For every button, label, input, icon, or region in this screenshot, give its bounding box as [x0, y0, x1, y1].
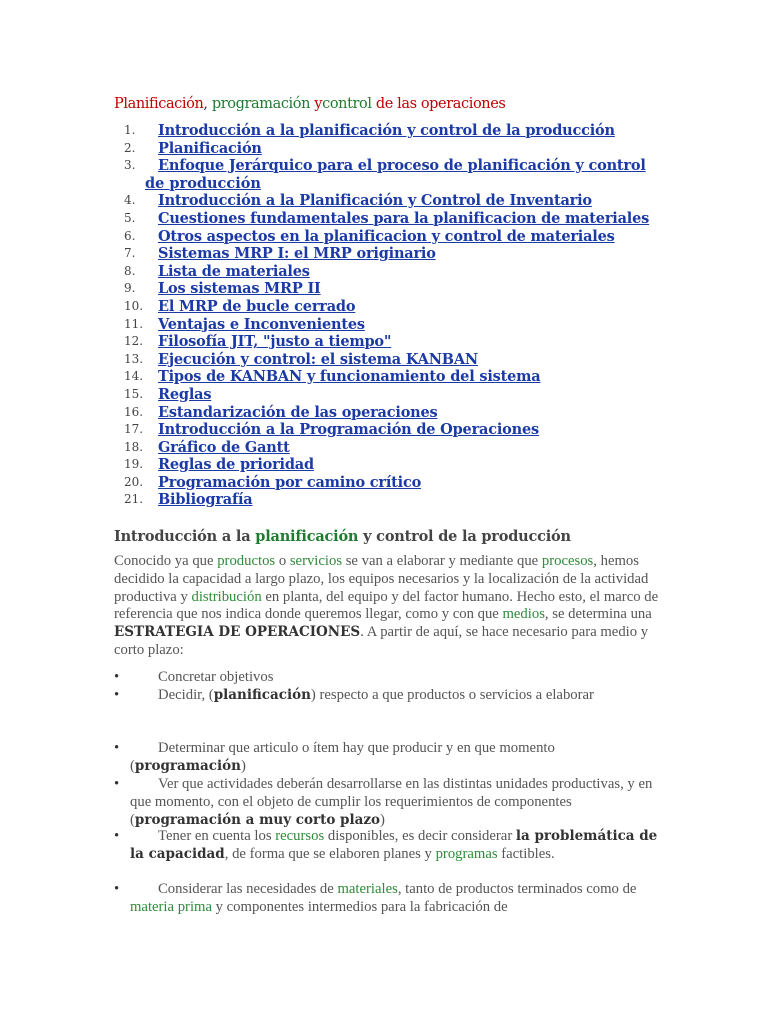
toc-number: 20. — [124, 474, 144, 489]
bullet-marker: • — [114, 740, 120, 756]
bullet-text: ) — [380, 811, 385, 828]
bullet-text: Determinar que articulo o ítem hay que producir y en que momento ( — [130, 740, 555, 774]
toc-item — [114, 228, 674, 246]
toc-number: 11. — [124, 316, 144, 331]
link-distribucion[interactable]: distribución — [191, 588, 262, 605]
toc-link[interactable]: Reglas — [158, 385, 212, 403]
toc-number: 2. — [124, 140, 136, 155]
toc-number: 10. — [124, 298, 144, 313]
toc-item — [114, 456, 674, 474]
toc-item — [114, 192, 674, 210]
toc-number: 7. — [124, 246, 136, 261]
toc-link[interactable]: Ejecución y control: el sistema KANBAN — [158, 350, 478, 368]
title-part-control: control — [322, 96, 372, 112]
toc-number: 5. — [124, 210, 136, 225]
link-productos[interactable]: productos — [217, 553, 276, 569]
paragraph-text: o — [275, 553, 290, 569]
paragraph-text: . A partir de aquí, se hace necesario para medio y corto plazo: — [114, 624, 649, 658]
toc-link[interactable]: Tipos de KANBAN y funcionamiento del sistema — [158, 368, 541, 386]
bullet-text: ) respecto a que productos o servicios a elaborar — [310, 687, 594, 703]
toc-number: 16. — [124, 404, 144, 419]
toc-item — [114, 351, 674, 369]
toc-number: 12. — [124, 334, 144, 349]
toc-link[interactable]: Planificación — [158, 139, 262, 157]
link-recursos[interactable]: recursos — [275, 828, 325, 844]
toc-link[interactable]: Programación por camino crítico — [158, 473, 422, 491]
title-separator-y: y — [310, 96, 323, 112]
intro-paragraph — [114, 553, 669, 660]
bullet-marker: • — [114, 828, 120, 844]
bold-programacion: programación — [134, 757, 241, 774]
toc-number: 1. — [124, 123, 136, 137]
bullet-marker: • — [114, 669, 120, 685]
bold-planificacion: planificación — [213, 687, 311, 703]
toc-link[interactable]: Gráfico de Gantt — [158, 438, 290, 456]
toc-link[interactable]: Introducción a la Programación de Operaciones — [158, 421, 539, 439]
bullet-marker: • — [114, 776, 120, 792]
link-materiales[interactable]: materiales — [337, 881, 398, 897]
title-part-planificacion: Planificación — [114, 96, 204, 112]
toc-item — [114, 316, 674, 334]
bullet-text: , de forma que se elaboren planes y — [224, 845, 436, 862]
paragraph-text: se van a elaborar y mediante que — [342, 553, 542, 569]
bold-problematica-capacidad: la problemática de la capacidad — [130, 828, 658, 862]
link-procesos[interactable]: procesos — [541, 553, 594, 569]
bullet-text: Ver que actividades deberán desarrollarse en las distintas unidades productivas, y en que momento, con el objeto de cumplir los requerimientos de componentes ( — [130, 776, 653, 828]
toc-link[interactable]: Los sistemas MRP II — [158, 280, 321, 298]
toc-link[interactable]: Introducción a la Planificación y Control de Inventario — [158, 192, 592, 210]
section-heading-part: Introducción a la — [114, 528, 256, 545]
bullet-text: Tener en cuenta los — [158, 828, 276, 844]
toc-item-continuation — [114, 175, 674, 193]
toc-link[interactable]: Reglas de prioridad — [158, 456, 314, 474]
link-materia-prima[interactable]: materia prima — [130, 898, 212, 915]
toc-item — [114, 298, 674, 316]
toc-item — [114, 439, 674, 457]
toc-number: 15. — [124, 386, 144, 401]
toc-number: 3. — [124, 158, 136, 173]
toc-link[interactable]: Sistemas MRP I: el MRP originario — [158, 245, 436, 263]
toc-link[interactable]: Lista de materiales — [158, 262, 310, 280]
paragraph-text: , se determina una — [544, 606, 652, 623]
toc-item — [114, 474, 674, 492]
link-servicios[interactable]: servicios — [289, 553, 343, 569]
toc-item — [114, 404, 674, 422]
paragraph-text: , hemos decidido la capacidad a largo plazo, los equipos necesarios y la localización de la actividad productiva y — [114, 553, 649, 605]
bullet-marker: • — [114, 881, 120, 897]
document-title — [114, 96, 505, 112]
toc-item — [114, 122, 674, 140]
title-part-programacion: programación — [211, 96, 311, 112]
toc-item — [114, 421, 674, 439]
toc-link[interactable]: Cuestiones fundamentales para la planificacion de materiales — [158, 209, 650, 227]
bullet-text: ) — [240, 757, 246, 774]
bold-estrategia: ESTRATEGIA DE OPERACIONES — [114, 624, 361, 641]
bullet-marker: • — [114, 687, 120, 703]
paragraph-text: Conocido ya que — [114, 553, 218, 569]
toc-link[interactable]: El MRP de bucle cerrado — [158, 297, 356, 315]
toc-number: 21. — [124, 492, 144, 507]
paragraph-text: en planta, del equipo y del factor humano. Hecho esto, el marco de referencia que nos indica donde queremos llegar, como y con que — [114, 588, 659, 623]
title-separator: , — [203, 96, 212, 112]
toc-item — [114, 491, 674, 509]
toc-item — [114, 368, 674, 386]
toc-item — [114, 263, 674, 281]
toc-number: 18. — [124, 439, 144, 454]
link-programas[interactable]: programas — [435, 845, 498, 862]
toc-item — [114, 157, 674, 175]
toc-number: 8. — [124, 263, 136, 278]
toc-link[interactable]: Otros aspectos en la planificacion y control de materiales — [158, 227, 615, 245]
toc-number: 17. — [124, 422, 144, 437]
bullet-text: y componentes intermedios para la fabricación de — [211, 898, 508, 915]
toc-number: 19. — [124, 457, 144, 472]
toc-item — [114, 280, 674, 298]
link-medios[interactable]: medios — [502, 606, 545, 623]
bullet-text: Decidir, ( — [158, 687, 214, 703]
title-part-operaciones: de las operaciones — [371, 96, 506, 112]
toc-link[interactable]: Bibliografía — [158, 491, 253, 509]
toc-item — [114, 386, 674, 404]
toc-number: 13. — [124, 351, 144, 366]
toc-number: 14. — [124, 369, 144, 384]
table-of-contents — [114, 122, 674, 509]
bullet-text: Considerar las necesidades de — [158, 881, 338, 897]
toc-link-continuation[interactable]: de producción — [145, 174, 261, 192]
toc-number: 6. — [124, 228, 136, 243]
bullet-text: disponibles, es decir considerar — [324, 828, 516, 844]
toc-item — [114, 140, 674, 158]
section-heading — [114, 528, 571, 545]
bullet-text: , tanto de productos terminados como de — [397, 881, 637, 897]
toc-item — [114, 333, 674, 351]
toc-item — [114, 245, 674, 263]
bullet-text: factibles. — [497, 845, 555, 862]
bullet-text: Concretar objetivos — [158, 669, 274, 685]
toc-number: 9. — [124, 281, 136, 296]
toc-number: 4. — [124, 193, 136, 208]
toc-link[interactable]: Introducción a la planificación y control de la producción — [158, 122, 615, 139]
section-heading-link[interactable]: planificación — [255, 528, 359, 545]
toc-link[interactable]: Estandarización de las operaciones — [158, 403, 438, 421]
toc-link[interactable]: Ventajas e Inconvenientes — [158, 315, 365, 333]
toc-link[interactable]: Enfoque Jerárquico para el proceso de planificación y control — [158, 157, 646, 175]
bold-programacion-corto-plazo: programación a muy corto plazo — [134, 811, 381, 828]
section-heading-part: y control de la producción — [358, 528, 571, 545]
toc-item — [114, 210, 674, 228]
toc-link[interactable]: Filosofía JIT, "justo a tiempo" — [158, 333, 392, 351]
